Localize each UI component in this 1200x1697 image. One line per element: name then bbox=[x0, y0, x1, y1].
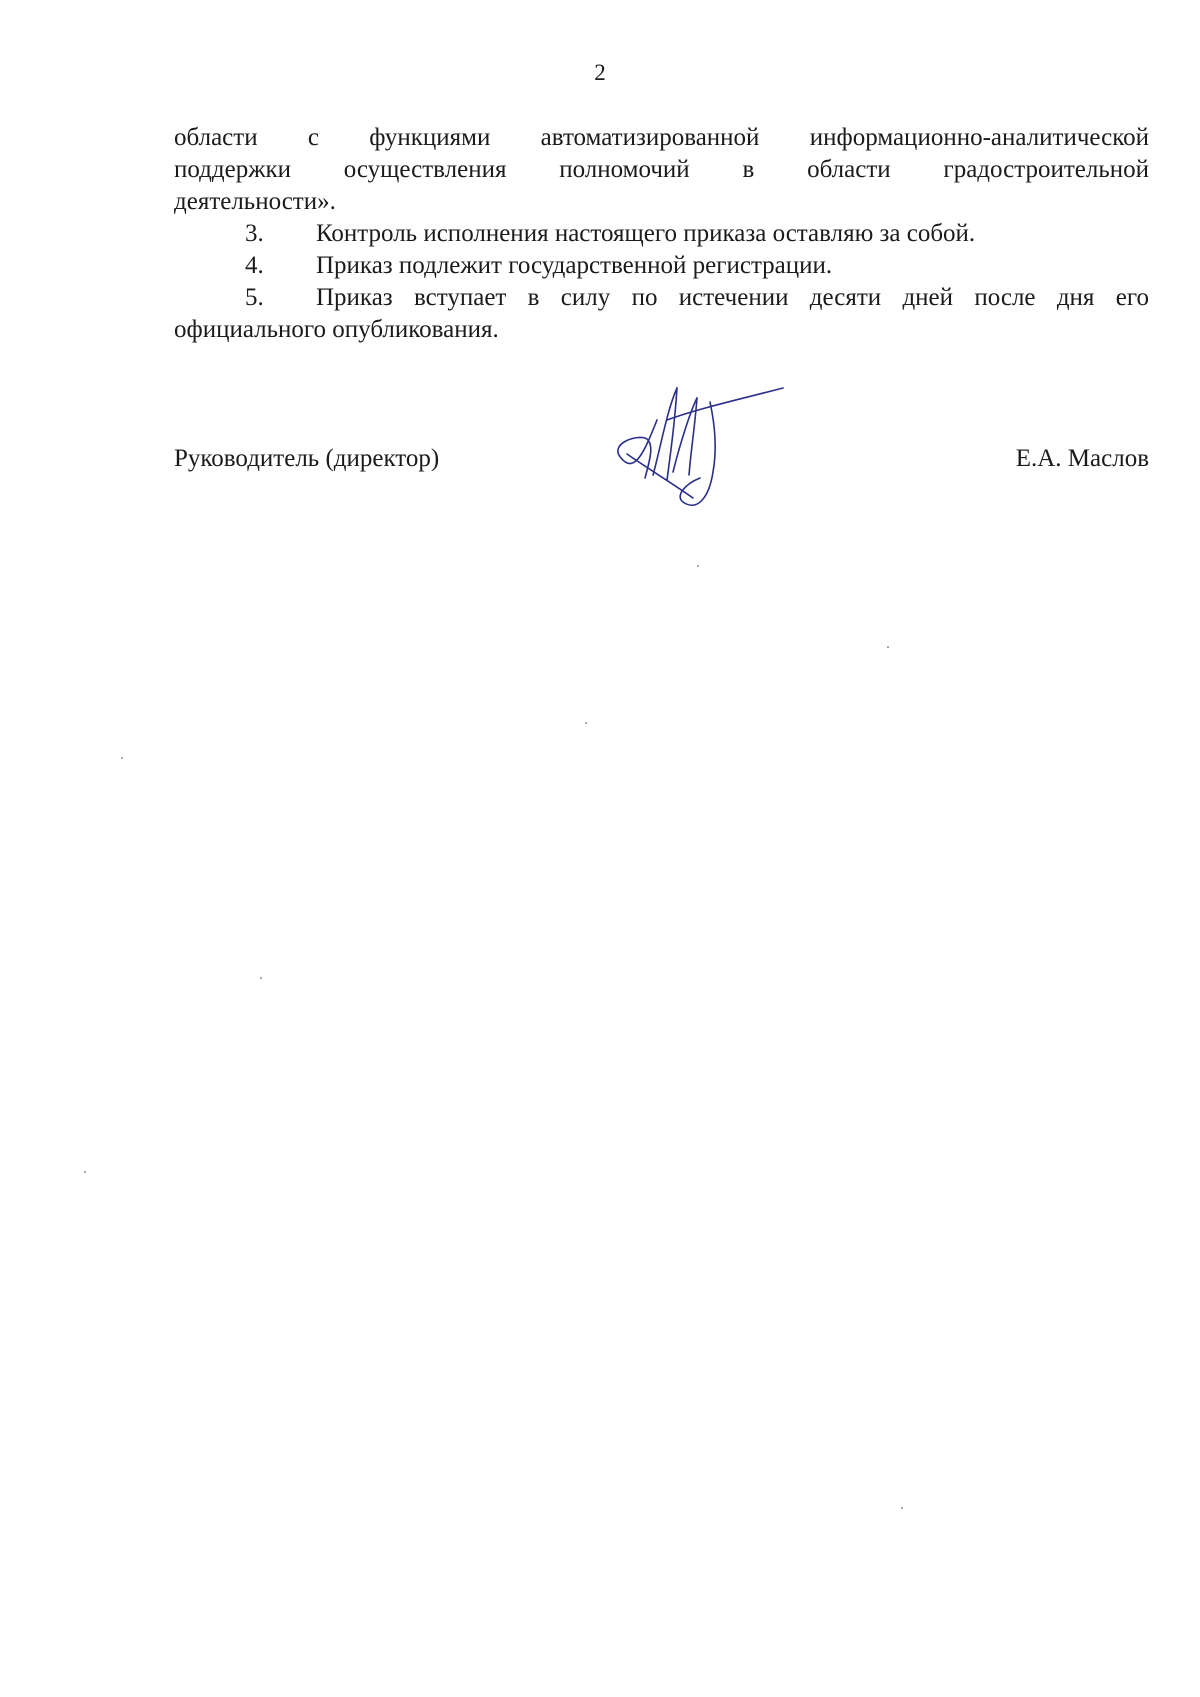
scan-speck bbox=[585, 722, 587, 724]
scan-speck bbox=[887, 646, 889, 648]
paragraph-line: деятельности». bbox=[174, 188, 336, 215]
signatory-position: Руководитель (директор) bbox=[174, 445, 440, 472]
page-number: 2 bbox=[594, 60, 606, 85]
list-item-number: 4. bbox=[245, 252, 264, 279]
scan-speck bbox=[697, 565, 699, 567]
body-text bbox=[174, 122, 1149, 346]
scan-speck bbox=[260, 977, 262, 979]
list-item-text: Контроль исполнения настоящего приказа оставляю за собой. bbox=[316, 220, 976, 247]
paragraph-line: области с функциями автоматизированной информационно-аналитической bbox=[174, 124, 1149, 151]
signatory-name: Е.А. Маслов bbox=[1015, 445, 1149, 472]
list-item-continuation: официального опубликования. bbox=[174, 316, 499, 343]
list-item-5 bbox=[174, 282, 1149, 314]
scan-speck bbox=[901, 1507, 903, 1509]
list-item-number: 3. bbox=[245, 220, 264, 247]
scan-speck bbox=[84, 1171, 86, 1173]
list-item-4 bbox=[174, 250, 1149, 282]
list-item-text: Приказ подлежит государственной регистрации. bbox=[316, 252, 833, 279]
list-item-text: Приказ вступает в силу по истечении десяти дней после дня его bbox=[316, 284, 1149, 311]
scan-speck bbox=[121, 757, 123, 759]
handwritten-signature bbox=[605, 380, 805, 540]
list-item-number: 5. bbox=[245, 284, 264, 311]
paragraph-line: поддержки осуществления полномочий в области градостроительной bbox=[174, 156, 1149, 183]
list-item-3 bbox=[174, 218, 1149, 250]
